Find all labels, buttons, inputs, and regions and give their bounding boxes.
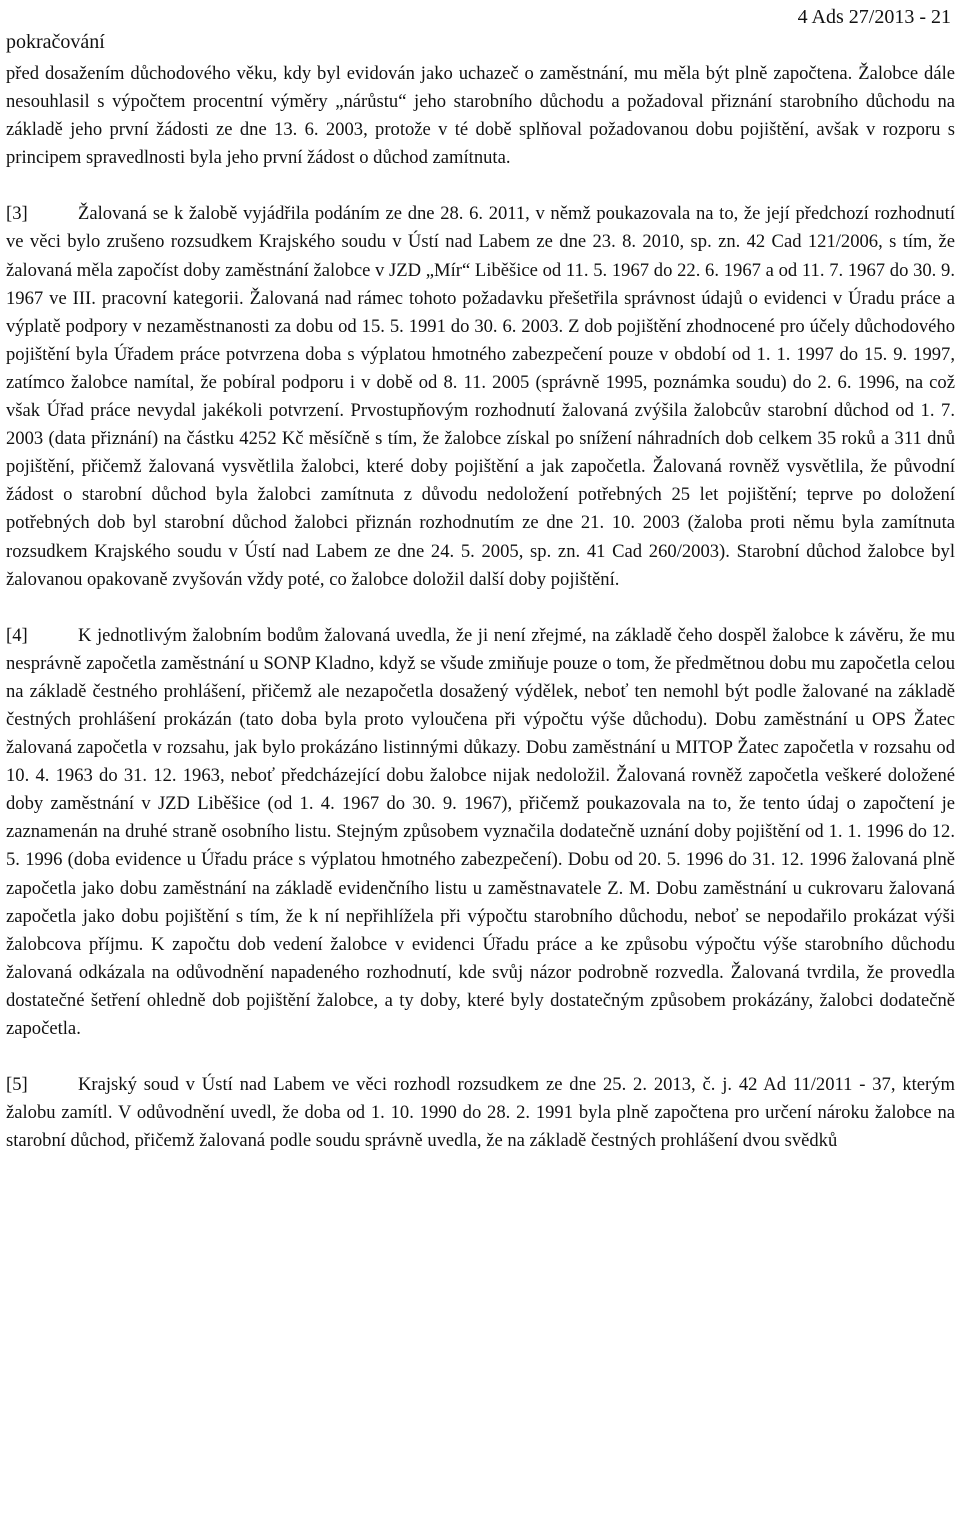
page-header — [0, 0, 960, 60]
paragraph-3 — [6, 200, 955, 593]
paragraph-4 — [6, 622, 955, 1043]
continuation-label: pokračování — [6, 31, 105, 53]
paragraph-number: [3] — [6, 203, 28, 225]
paragraph-5 — [6, 1071, 955, 1155]
paragraph-number: [4] — [6, 624, 28, 646]
paragraph-continuation: před dosažením důchodového věku, kdy byl evidován jako uchazeč o zaměstnání, mu měla být plně započtena. Žalobce dále nesouhlasil s výpočtem procentní výměry „nárůstu“ jeho starobního důchodu a požadoval přiznání starobního důchodu na základě jeho první žádosti ze dne 13. 6. 2003, protože v té době splňoval požadovanou dobu pojištění, avšak v rozporu s principem spravedlnosti byla jeho první žádost o důchod zamítnuta. — [6, 63, 955, 169]
paragraph-text: Krajský soud v Ústí nad Labem ve věci rozhodl rozsudkem ze dne 25. 2. 2013, č. j. 42 Ad 11/2011 - 37, kterým žalobu zamítl. V odůvodnění uvedl, že doba od 1. 10. 1990 do 28. 2. 1991 byla plně započtena pro určení nároku žalobce na starobní důchod, přičemž žalovaná podle soudu správně uvedla, že na základě čestných prohlášení dvou svědků — [6, 1074, 955, 1152]
paragraph-text: Žalovaná se k žalobě vyjádřila podáním ze dne 28. 6. 2011, v němž poukazovala na to, že její předchozí rozhodnutí ve věci bylo zrušeno rozsudkem Krajského soudu v Ústí nad Labem ze dne 23. 8. 2010, sp. zn. 42 Cad 121/2006, s tím, že žalovaná měla započíst doby zaměstnání žalobce v JZD „Mír“ Liběšice od 11. 5. 1967 do 22. 6. 1967 a od 11. 7. 1967 do 30. 9. 1967 ve III. pracovní kategorii. Žalovaná nad rámec tohoto požadavku přešetřila správnost údajů o evidenci v Úradu práce a výplatě podpory v nezaměstnanosti za dobu od 15. 5. 1991 do 30. 6. 2003. Z dob pojištění zhodnocené pro účely důchodového pojištění byla Úřadem práce potvrzena doba s výplatou hmotného zabezpečení pouze v období od 1. 1. 1997 do 15. 9. 1997, zatímco žalobce namítal, že pobíral podporu i v době od 8. 11. 2005 (správně 1995, poznámka soudu) do 2. 6. 1996, na což však Úřad práce nevydal jakékoli potvrzení. Prvostupňovým rozhodnutí žalovaná zvýšila žalobcův starobní důchod od 1. 7. 2003 (data přiznání) na částku 4252 Kč měsíčně s tím, že žalobce získal po snížení náhradních dob celkem 35 roků a 311 dnů pojištění, přičemž žalovaná vysvětlila žalobci, které doby pojištění a jak započetla. Žalovaná rovněž vysvětlila, že původní žádost o starobní důchod byla žalobci zamítnuta z důvodu nedoložení potřebných 25 let pojištění; teprve po doložení potřebných dob byl starobní důchod žalobci přiznán rozhodnutím ze dne 21. 10. 2003 (žaloba proti němu byla zamítnuta rozsudkem Krajského soudu v Ústí nad Labem ze dne 24. 5. 2005, sp. zn. 41 Cad 260/2003). Starobní důchod žalobce byl žalovanou opakovaně zvyšován vždy poté, co žalobce doložil další doby pojištění. — [6, 203, 955, 590]
document-body — [6, 60, 955, 1183]
case-number: 4 Ads 27/2013 - 21 — [797, 6, 951, 28]
paragraph-number: [5] — [6, 1074, 28, 1096]
paragraph-text: K jednotlivým žalobním bodům žalovaná uvedla, že ji není zřejmé, na základě čeho dospěl žalobce k závěru, že mu nesprávně započetla zaměstnání u SONP Kladno, když se všude zmiňuje pouze o tom, že předmětnou dobu mu započetla celou na základě čestného prohlášení, přičemž ale nezapočetla dosažený výdělek, neboť ten nemohl být podle žalované na základě čestných prohlášení prokázán (tato doba byla proto vyloučena při výpočtu výše důchodu). Dobu zaměstnání u OPS Žatec žalovaná započetla v rozsahu, jak bylo prokázáno listinnými důkazy. Dobu zaměstnání u MITOP Žatec započetla v rozsahu od 10. 4. 1963 do 31. 12. 1963, neboť předcházející dobu žalobce nijak nedoložil. Žalovaná rovněž započetla veškeré doložené doby zaměstnání v JZD Liběšice (od 1. 4. 1967 do 30. 9. 1967), přičemž poukazovala na to, že tento údaj o započtení je zaznamenán na druhé straně osobního listu. Stejným způsobem vyznačila dodatečně uznání doby pojištění od 1. 1. 1996 do 12. 5. 1996 (doba evidence u Úřadu práce s výplatou hmotného zabezpečení). Dobu od 20. 5. 1996 do 31. 12. 1996 žalovaná plně započetla jako dobu zaměstnání na základě evidenčního listu u zaměstnavatele Z. M. Dobu zaměstnání u cukrovaru žalovaná započetla jako dobu pojištění s tím, že k ní nepřihlížela při výpočtu starobního důchodu, neboť se nepodařilo prokázat výši žalobcova příjmu. K započtu dob vedení žalobce v evidenci Úřadu práce a ke způsobu výpočtu výše starobního důchodu žalovaná odkázala na odůvodnění napadeného rozhodnutí, kde svůj názor podrobně rozvedla. Žalovaná tvrdila, že provedla dostatečné šetření ohledně dob pojištění žalobce, a ty doby, které byly dostatečným způsobem prokázány, žalobci dodatečně započetla. — [6, 624, 955, 1039]
